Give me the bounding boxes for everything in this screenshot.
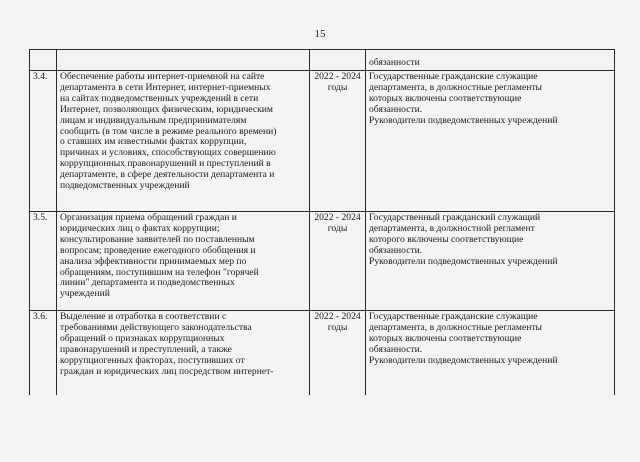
term-text: 2022 - 2024 годы [310,71,366,212]
item-number: 3.6. [30,311,57,396]
table-row [30,212,615,311]
measures-table [29,49,615,395]
cell-responsible [366,50,615,71]
item-number: 3.5. [30,212,57,311]
action-text: Организация приема обращений граждан и юридических лиц о фактах коррупции; консультирование заявителей по поставленным вопросам; проведение ежегодного обобщения и анализа эффективности принимаемых мер по обращениям, поступившим на телефон "горячей линии" департамента и подведомственных учреждений [57,212,310,311]
responsible-text: Государственный гражданский служащий департамента, в должностной регламент которого включены соответствующие обязанности. Руководители подведомственных учреждений [366,212,615,311]
cell-action [57,50,310,71]
item-number: 3.4. [30,71,57,212]
responsible-text: Государственные гражданские служащие департамента, в должностные регламенты которых включены соответствующие обязанности. Руководители подведомственных учреждений [366,71,615,212]
action-text: Выделение и отработка в соответствии с требованиями действующего законодательства обращений о признаках коррупционных правонарушений и преступлений, а также коррупциогенных факторах, поступивших от граждан и юридических лиц посредством интернет- [57,311,310,396]
term-text: 2022 - 2024 годы [310,311,366,396]
cell-term [310,50,366,71]
cell-num [30,50,57,71]
action-text: Обеспечение работы интернет-приемной на сайте департамента в сети Интернет, интернет-приемных на сайтах подведомственных учреждений в сети Интернет, позволяющих физическим, юридическим лицам и индивидуальным предпринимателям сообщить (в том числе в режиме реального времени) о ставших им известными фактах коррупции, причинах и условиях, способствующих совершению коррупционных правонарушений и преступлений в департаменте, в сфере деятельности департамента и подведомственных учреждений [57,71,310,212]
table-row [30,71,615,212]
page-number: 15 [314,28,326,40]
responsible-text: Государственные гражданские служащие департамента, в должностные регламенты которых включены соответствующие обязанности. Руководители подведомственных учреждений [366,311,615,396]
term-text: 2022 - 2024 годы [310,212,366,311]
table-row-continued [30,50,615,71]
continued-text: обязанности [369,57,420,69]
table-row [30,311,615,396]
